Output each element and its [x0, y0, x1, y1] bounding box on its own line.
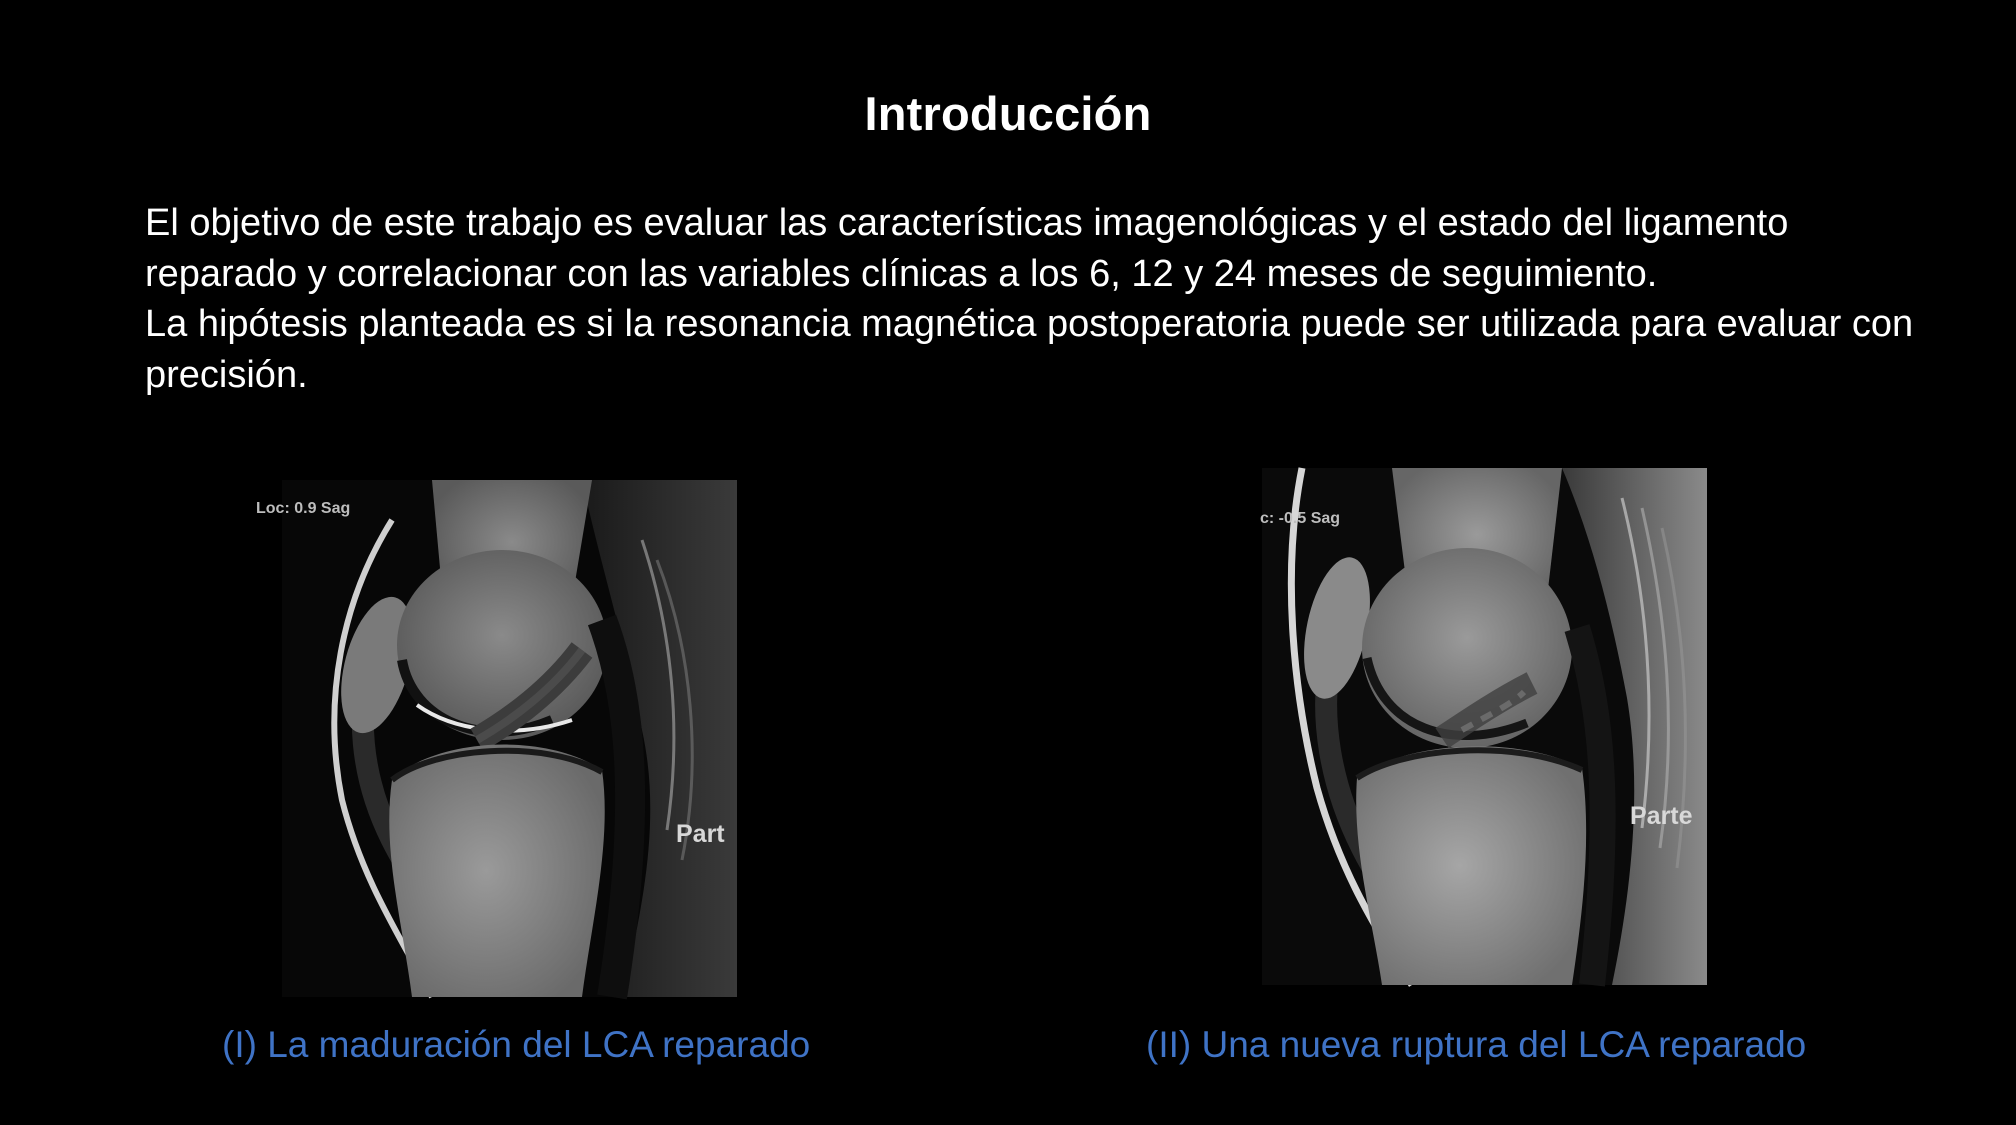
hypothesis-paragraph: La hipótesis planteada es si la resonancia magnética postoperatoria puede ser utilizada para evaluar con precisión.	[145, 303, 1914, 396]
slide-body	[145, 198, 1925, 400]
caption-maturation: (I) La maduración del LCA reparado	[222, 1024, 811, 1065]
mri-image-maturation	[256, 480, 737, 997]
mri-location-label: Loc: 0.9 Sag	[256, 500, 351, 517]
caption-rupture: (II) Una nueva ruptura del LCA reparado	[1146, 1024, 1807, 1065]
slide-title: Introducción	[864, 87, 1152, 140]
mri-parte-label: Parte	[1630, 802, 1693, 830]
mri-location-label: c: -0.5 Sag	[1260, 510, 1341, 527]
objective-paragraph: El objetivo de este trabajo es evaluar las características imagenológicas y el estado del ligamento reparado y correlacionar con las variables clínicas a los 6, 12 y 24 meses de seguimiento.	[145, 202, 1789, 295]
knee-mri-sagittal-image	[1262, 468, 1707, 985]
mri-image-rupture	[1262, 468, 1707, 985]
mri-parte-label: Part	[676, 820, 725, 848]
knee-mri-sagittal-image	[282, 480, 737, 997]
